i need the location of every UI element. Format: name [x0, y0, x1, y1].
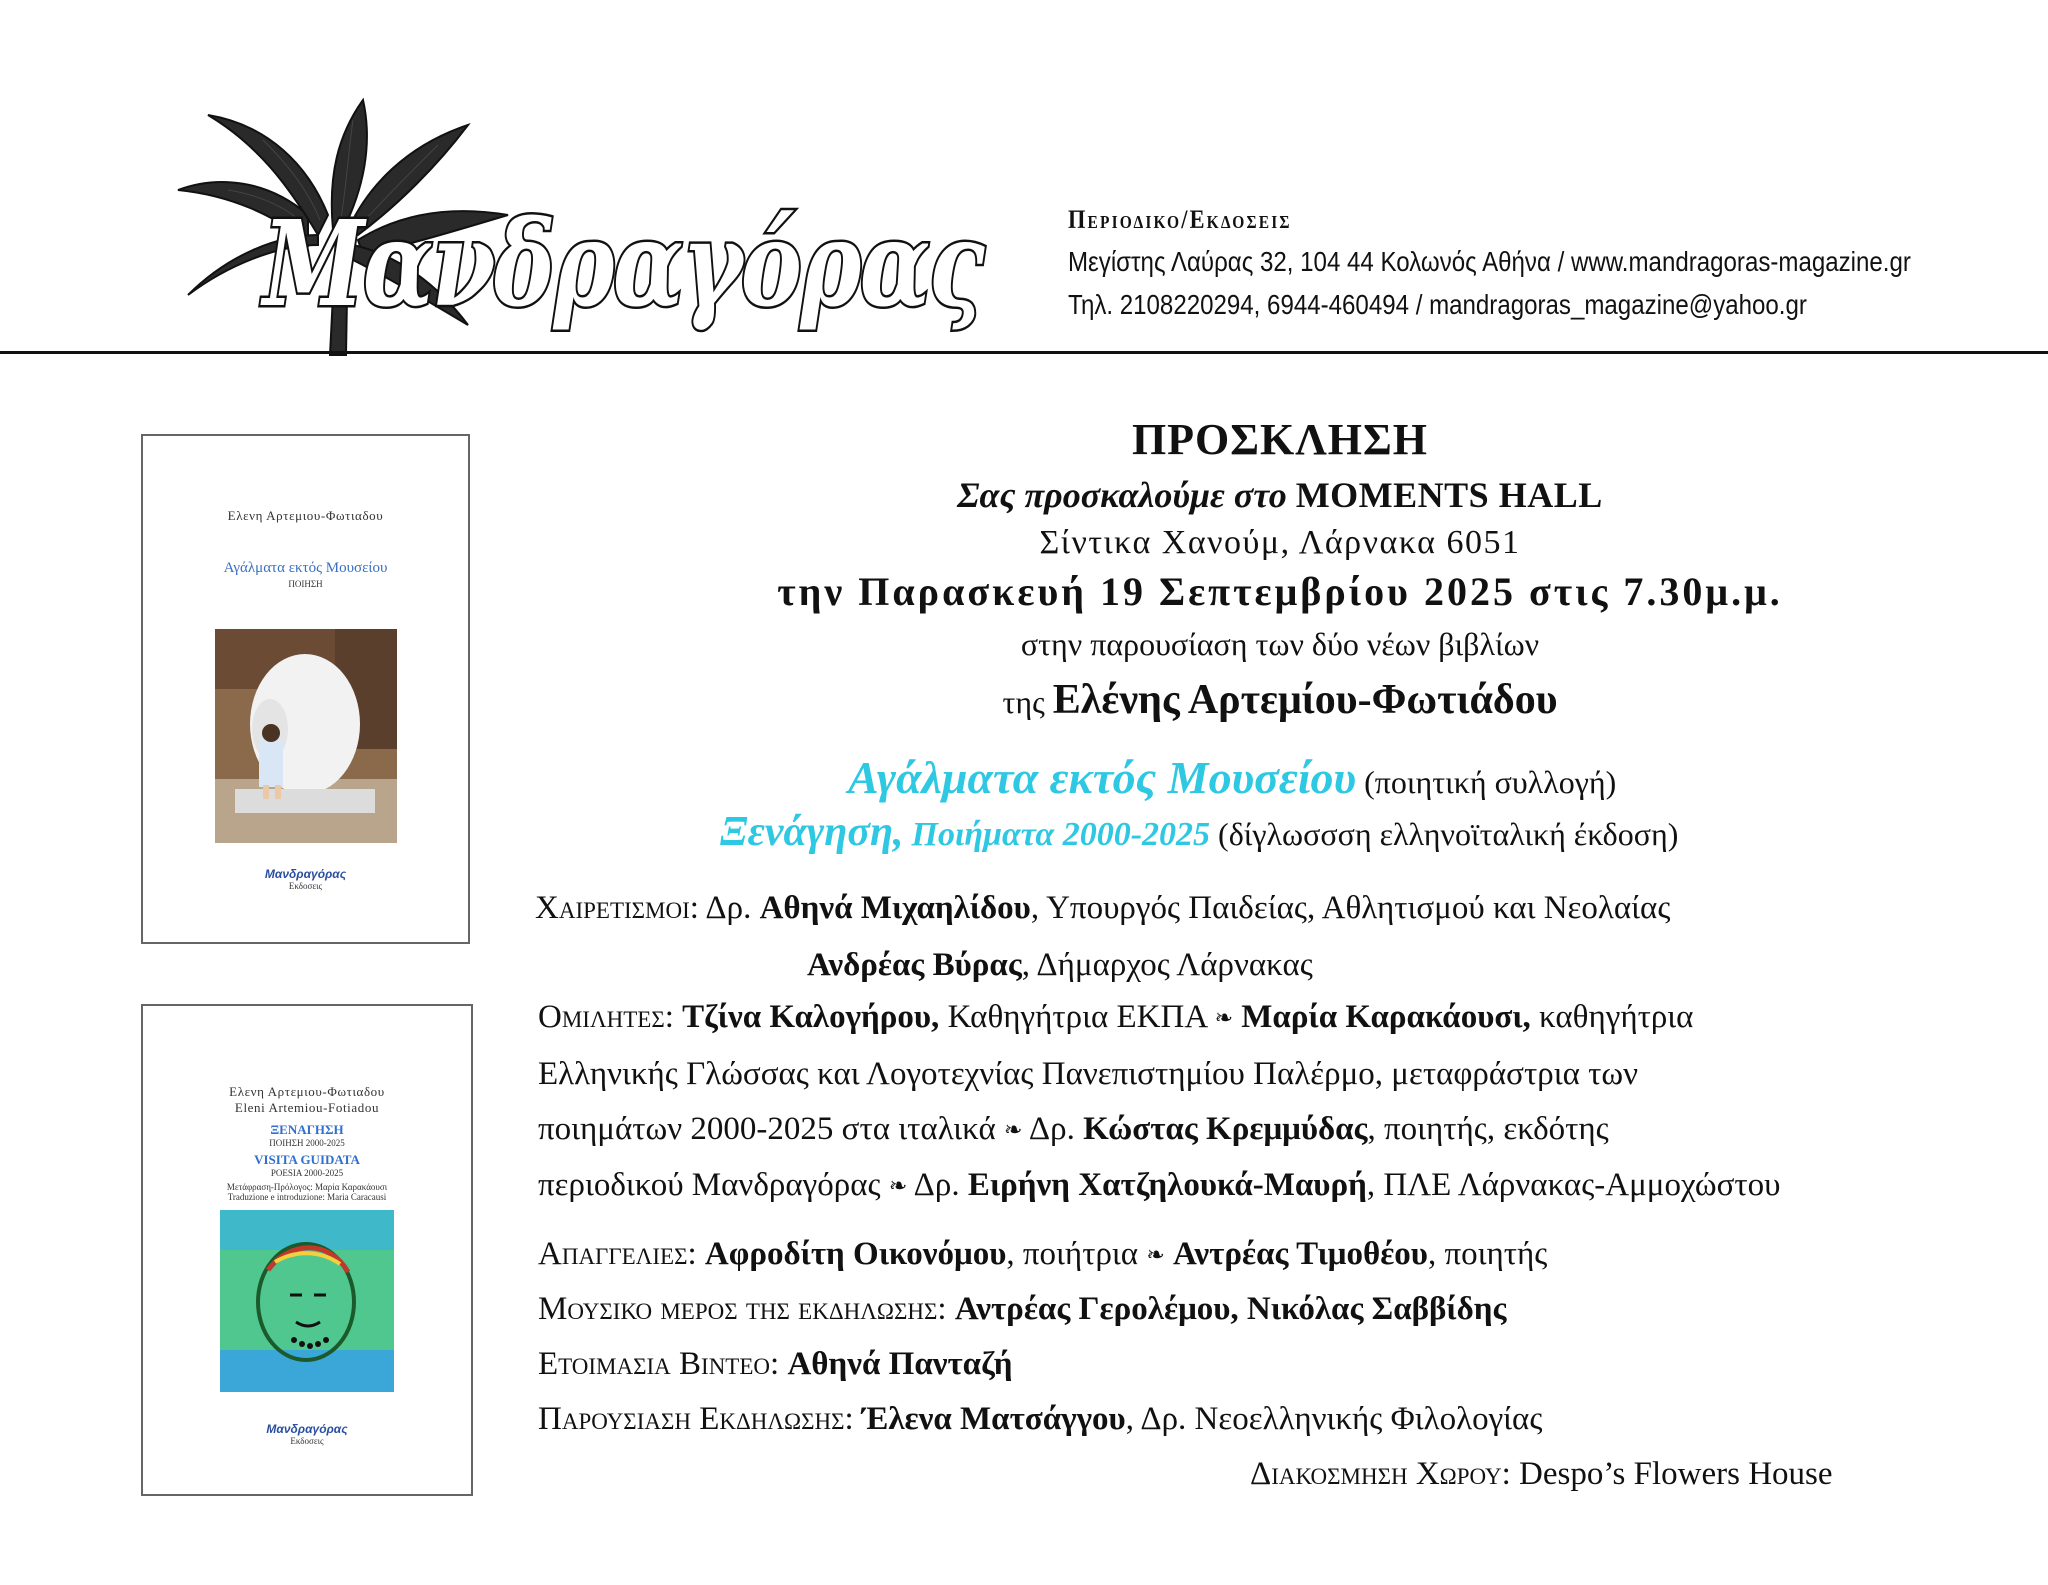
invite-line	[540, 474, 2020, 516]
greetings-line-1	[535, 890, 1670, 927]
header-divider	[0, 351, 2048, 354]
cover1-publisher-logo: Μανδραγόρας	[264, 867, 347, 881]
event-datetime: την Παρασκευή 19 Σεπτεμβρίου 2025 στις 7.30μ.μ.	[777, 569, 1783, 614]
cover2-translation-it: Traduzione e introduzione: Maria Caracausi	[227, 1192, 387, 1202]
publisher-kicker: Περιοδικο/Εκδοσεις	[1068, 205, 1292, 234]
cover2-author-gr: Ελενη Αρτεμιου-Φωτιαδου	[229, 1084, 385, 1099]
book2-line	[720, 808, 1678, 856]
publisher-info	[1068, 200, 1911, 326]
cover2-translation-gr: Μετάφραση-Πρόλογος: Μαρία Καρακάουσι	[226, 1182, 388, 1192]
book2-note: (δίγλωσσση ελληνοϊταλική έκδοση)	[1218, 816, 1679, 852]
spk3-role: , ποιητής, εκδότης	[1367, 1111, 1609, 1147]
invite-prefix: Σας προσκαλούμε στο	[957, 475, 1287, 515]
publisher-contact: Τηλ. 2108220294, 6944-460494 / mandragoras_magazine@yahoo.gr	[1068, 289, 1807, 320]
book1-note: (ποιητική συλλογή)	[1364, 764, 1617, 800]
rec2-name: Αντρέας Τιμοθέου	[1173, 1236, 1428, 1272]
fleuron-icon: ❧	[1214, 1006, 1234, 1031]
mandragoras-logo	[168, 95, 998, 360]
presentation-line: στην παρουσίαση των δύο νέων βιβλίων	[1020, 626, 1540, 662]
rec1-name: Αφροδίτη Οικονόμου	[704, 1236, 1007, 1272]
cover2-publisher-sub: Εκδοσεις	[290, 1436, 324, 1446]
greet2-role: , Δήμαρχος Λάρνακας	[1021, 947, 1313, 983]
publisher-address: Μεγίστης Λαύρας 32, 104 44 Κολωνός Αθήνα / www.mandragoras-magazine.gr	[1068, 246, 1911, 277]
fleuron-icon: ❧	[1004, 1118, 1023, 1143]
greet2-name: Ανδρέας Βύρας	[807, 947, 1022, 983]
speakers-label: Ομιλητες:	[538, 999, 674, 1035]
author-name: Ελένης Αρτεμίου-Φωτιάδου	[1052, 677, 1558, 723]
greet1-role: , Υπουργός Παιδείας, Αθλητισμού και Νεολαίας	[1030, 890, 1671, 926]
book-cover-agalmata	[141, 434, 470, 944]
fleuron-icon: ❧	[1146, 1243, 1165, 1268]
cover2-author-it: Eleni Artemiou-Fotiadou	[234, 1100, 380, 1115]
logo-text: Μανδραγόρας	[259, 194, 986, 333]
spk3-title: Δρ.	[1022, 1111, 1075, 1147]
spk-line3-text: ποιημάτων 2000-2025 στα ιταλικά	[538, 1111, 1005, 1147]
decoration-name: Despo’s Flowers House	[1519, 1456, 1833, 1492]
spk1-name: Τζίνα Καλογήρου,	[682, 999, 940, 1035]
invitation-title: ΠΡΟΣΚΛΗΣΗ	[1131, 415, 1429, 464]
spk4-title: Δρ.	[907, 1167, 960, 1203]
cover1-genre: ΠΟΙΗΣΗ	[288, 579, 323, 589]
venue-address: Σίντικα Χανούμ, Λάρνακα 6051	[1039, 524, 1521, 561]
book-cover-xenagisi	[141, 1004, 473, 1496]
greet1-title: Δρ.	[705, 890, 752, 926]
host-label: Παρουσιαση Εκδηλωσης:	[538, 1401, 854, 1437]
venue-name: MOMENTS HALL	[1295, 475, 1603, 515]
music-label: Μουσικο μερος της εκδηλωσης:	[538, 1291, 947, 1327]
cover1-publisher-sub: Εκδοσεις	[288, 881, 323, 891]
host-name: Έλενα Ματσάγγου	[861, 1401, 1126, 1437]
decoration-line	[1250, 1456, 1833, 1493]
spk1-role: Καθηγήτρια ΕΚΠΑ	[939, 999, 1215, 1035]
spk4-role: , ΠΛΕ Λάρνακας-Αμμοχώστου	[1366, 1167, 1781, 1203]
cover1-photo	[215, 629, 397, 843]
cover2-painting	[220, 1210, 394, 1392]
cover1-author: Ελενη Αρτεμιου-Φωτιαδου	[227, 508, 384, 523]
author-line	[540, 676, 2020, 724]
speakers-line-3	[538, 1111, 1609, 1148]
speakers-line-4	[538, 1167, 1781, 1204]
author-prefix: της	[1002, 684, 1045, 720]
spk3-name: Κώστας Κρεμμύδας	[1083, 1111, 1368, 1147]
book2-subtitle: Ποιήματα 2000-2025	[911, 816, 1211, 853]
book1-title: Αγάλματα εκτός Μουσείου	[848, 752, 1357, 803]
rec1-role: , ποιήτρια	[1006, 1236, 1147, 1272]
spk2-role: καθηγήτρια	[1530, 999, 1694, 1035]
cover2-sub-gr: ΠΟΙΗΣΗ 2000-2025	[269, 1138, 345, 1148]
speakers-line-1	[538, 999, 1693, 1036]
spk-line4-text: περιοδικού Μανδραγόρας	[538, 1167, 889, 1203]
cover1-title: Αγάλματα εκτός Μουσείου	[223, 560, 388, 576]
music-line	[538, 1291, 1506, 1328]
spk4-name: Ειρήνη Χατζηλουκά-Μαυρή	[967, 1167, 1367, 1203]
speakers-line-2: Ελληνικής Γλώσσας και Λογοτεχνίας Πανεπιστημίου Παλέρμο, μεταφράστρια των	[538, 1056, 1639, 1092]
cover2-sub-it: POESIA 2000-2025	[270, 1168, 344, 1178]
fleuron-icon: ❧	[888, 1174, 908, 1199]
greet1-name: Αθηνά Μιχαηλίδου	[759, 890, 1031, 926]
video-line	[538, 1346, 1013, 1383]
recitations-label: Απαγγελιες:	[538, 1236, 697, 1272]
cover2-title-gr: ΞΕΝΑΓΗΣΗ	[270, 1122, 344, 1137]
spk2-name: Μαρία Καρακάουσι,	[1241, 999, 1531, 1035]
video-name: Αθηνά Πανταζή	[787, 1346, 1013, 1382]
decoration-label: Διακοσμηση Χωρου:	[1250, 1456, 1511, 1492]
greetings-line-2	[807, 947, 1313, 984]
rec2-role: , ποιητής	[1427, 1236, 1548, 1272]
cover2-title-it: VISITA GUIDATA	[254, 1152, 360, 1167]
greetings-label: Χαιρετισμοι:	[535, 890, 699, 926]
music-names: Αντρέας Γερολέμου, Νικόλας Σαββίδης	[954, 1291, 1507, 1327]
host-role: , Δρ. Νεοελληνικής Φιλολογίας	[1125, 1401, 1543, 1437]
book1-line	[848, 751, 1616, 804]
book2-title: Ξενάγηση,	[720, 809, 904, 855]
host-line	[538, 1401, 1542, 1438]
recitations-line	[538, 1236, 1547, 1273]
video-label: Ετοιμασια Βιντεο:	[538, 1346, 780, 1382]
cover2-publisher-logo: Μανδραγόρας	[266, 1422, 348, 1436]
